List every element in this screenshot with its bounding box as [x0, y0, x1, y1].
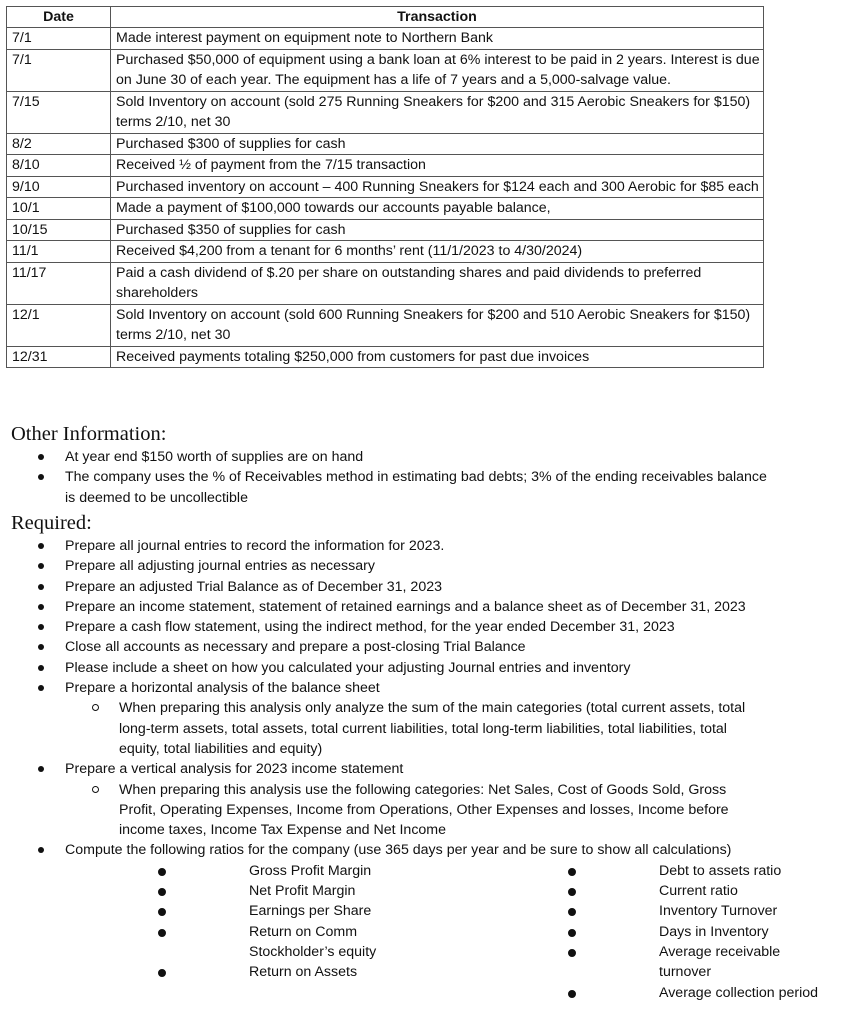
row-date: 12/1	[7, 304, 111, 346]
required-heading: Required:	[11, 512, 92, 534]
row-transaction: Made a payment of $100,000 towards our accounts payable balance,	[111, 198, 764, 220]
row-transaction: Purchased $50,000 of equipment using a bank loan at 6% interest to be paid in 2 years. Interest is due on June 30 of each year. The equipment has a life of 7 years and a 5,000-salvage value.	[111, 49, 764, 91]
vertical-analysis-text: Prepare a vertical analysis for 2023 income statement	[65, 761, 404, 778]
list-item	[0, 840, 819, 1001]
row-date: 8/10	[7, 155, 111, 177]
vertical-analysis-sublist	[65, 780, 780, 841]
row-date: 12/31	[7, 346, 111, 368]
table-row	[7, 176, 764, 198]
table-row	[7, 304, 764, 346]
table-header-row	[7, 7, 764, 28]
required-list	[0, 536, 819, 1001]
table-row	[7, 49, 764, 91]
row-transaction: Paid a cash dividend of $.20 per share on outstanding shares and paid dividends to preferred shareholders	[111, 262, 764, 304]
sub-list-item: When preparing this analysis only analyze the sum of the main categories (total current assets, total long-term assets, total assets, total current liabilities, total long-term liabilities, total liabilities, total equity, total liabilities and equity)	[65, 698, 780, 759]
ratio-item: Inventory Turnover	[594, 901, 844, 921]
table-row	[7, 262, 764, 304]
row-transaction: Sold Inventory on account (sold 275 Running Sneakers for $200 and 315 Aerobic Sneakers for $150) terms 2/10, net 30	[111, 91, 764, 133]
row-date: 11/1	[7, 241, 111, 263]
row-transaction: Purchased $300 of supplies for cash	[111, 133, 764, 155]
table-row	[7, 219, 764, 241]
table-row	[7, 133, 764, 155]
table-row	[7, 346, 764, 368]
sub-list-item: When preparing this analysis use the following categories: Net Sales, Cost of Goods Sold, Gross Profit, Operating Expenses, Income from Operations, Other Expenses and losses, Income before income taxes, Income Tax Expense and Net Income	[65, 780, 780, 841]
list-item: Please include a sheet on how you calculated your adjusting Journal entries and inventory	[0, 658, 794, 678]
row-date: 9/10	[7, 176, 111, 198]
table-row	[7, 91, 764, 133]
table-row	[7, 155, 764, 177]
transaction-column-header: Transaction	[111, 7, 764, 28]
list-item: Prepare an income statement, statement of retained earnings and a balance sheet as of December 31, 2023	[0, 597, 794, 617]
row-date: 10/15	[7, 219, 111, 241]
row-transaction: Sold Inventory on account (sold 600 Running Sneakers for $200 and 510 Aerobic Sneakers for $150) terms 2/10, net 30	[111, 304, 764, 346]
horizontal-analysis-sublist	[65, 698, 780, 759]
row-date: 8/2	[7, 133, 111, 155]
list-item	[0, 759, 794, 840]
list-item: Prepare an adjusted Trial Balance as of December 31, 2023	[0, 577, 794, 597]
table-row	[7, 28, 764, 50]
horizontal-analysis-text: Prepare a horizontal analysis of the balance sheet	[65, 680, 380, 697]
ratios-right-list	[594, 861, 844, 1003]
ratio-item: Average collection period	[594, 983, 844, 1003]
ratio-item: Debt to assets ratio	[594, 861, 844, 881]
row-transaction: Purchased $350 of supplies for cash	[111, 219, 764, 241]
row-transaction: Received $4,200 from a tenant for 6 months’ rent (11/1/2023 to 4/30/2024)	[111, 241, 764, 263]
table-row	[7, 198, 764, 220]
table-row	[7, 241, 764, 263]
list-item: Prepare all adjusting journal entries as necessary	[0, 556, 794, 576]
ratios-text: Compute the following ratios for the company (use 365 days per year and be sure to show all calculations)	[65, 842, 732, 859]
list-item: Prepare a cash flow statement, using the indirect method, for the year ended December 31, 2023	[0, 617, 794, 637]
row-transaction: Received payments totaling $250,000 from customers for past due invoices	[111, 346, 764, 368]
row-transaction: Made interest payment on equipment note to Northern Bank	[111, 28, 764, 50]
row-transaction: Purchased inventory on account – 400 Running Sneakers for $124 each and 300 Aerobic for $85 each	[111, 176, 764, 198]
row-date: 10/1	[7, 198, 111, 220]
row-date: 7/1	[7, 49, 111, 91]
ratios-left-list	[184, 861, 414, 983]
other-information-list	[0, 447, 794, 508]
ratio-item: Average receivable turnover	[594, 942, 844, 983]
ratio-item: Return on Assets	[184, 962, 414, 982]
ratio-item: Earnings per Share	[184, 901, 414, 921]
row-date: 7/15	[7, 91, 111, 133]
ratio-item: Days in Inventory	[594, 922, 844, 942]
list-item: At year end $150 worth of supplies are on hand	[0, 447, 794, 467]
list-item: Close all accounts as necessary and prepare a post-closing Trial Balance	[0, 637, 794, 657]
row-transaction: Received ½ of payment from the 7/15 transaction	[111, 155, 764, 177]
ratio-item: Net Profit Margin	[184, 881, 414, 901]
list-item: The company uses the % of Receivables method in estimating bad debts; 3% of the ending receivables balance is deemed to be uncollectible	[0, 467, 794, 508]
row-date: 7/1	[7, 28, 111, 50]
ratios-block	[65, 861, 819, 1001]
row-date: 11/17	[7, 262, 111, 304]
list-item	[0, 678, 794, 759]
ratio-item: Current ratio	[594, 881, 844, 901]
list-item: Prepare all journal entries to record the information for 2023.	[0, 536, 794, 556]
other-information-heading: Other Information:	[11, 423, 167, 445]
ratio-item: Gross Profit Margin	[184, 861, 414, 881]
date-column-header: Date	[7, 7, 111, 28]
ratio-item: Return on Comm Stockholder’s equity	[184, 922, 414, 963]
transactions-table	[6, 6, 764, 368]
